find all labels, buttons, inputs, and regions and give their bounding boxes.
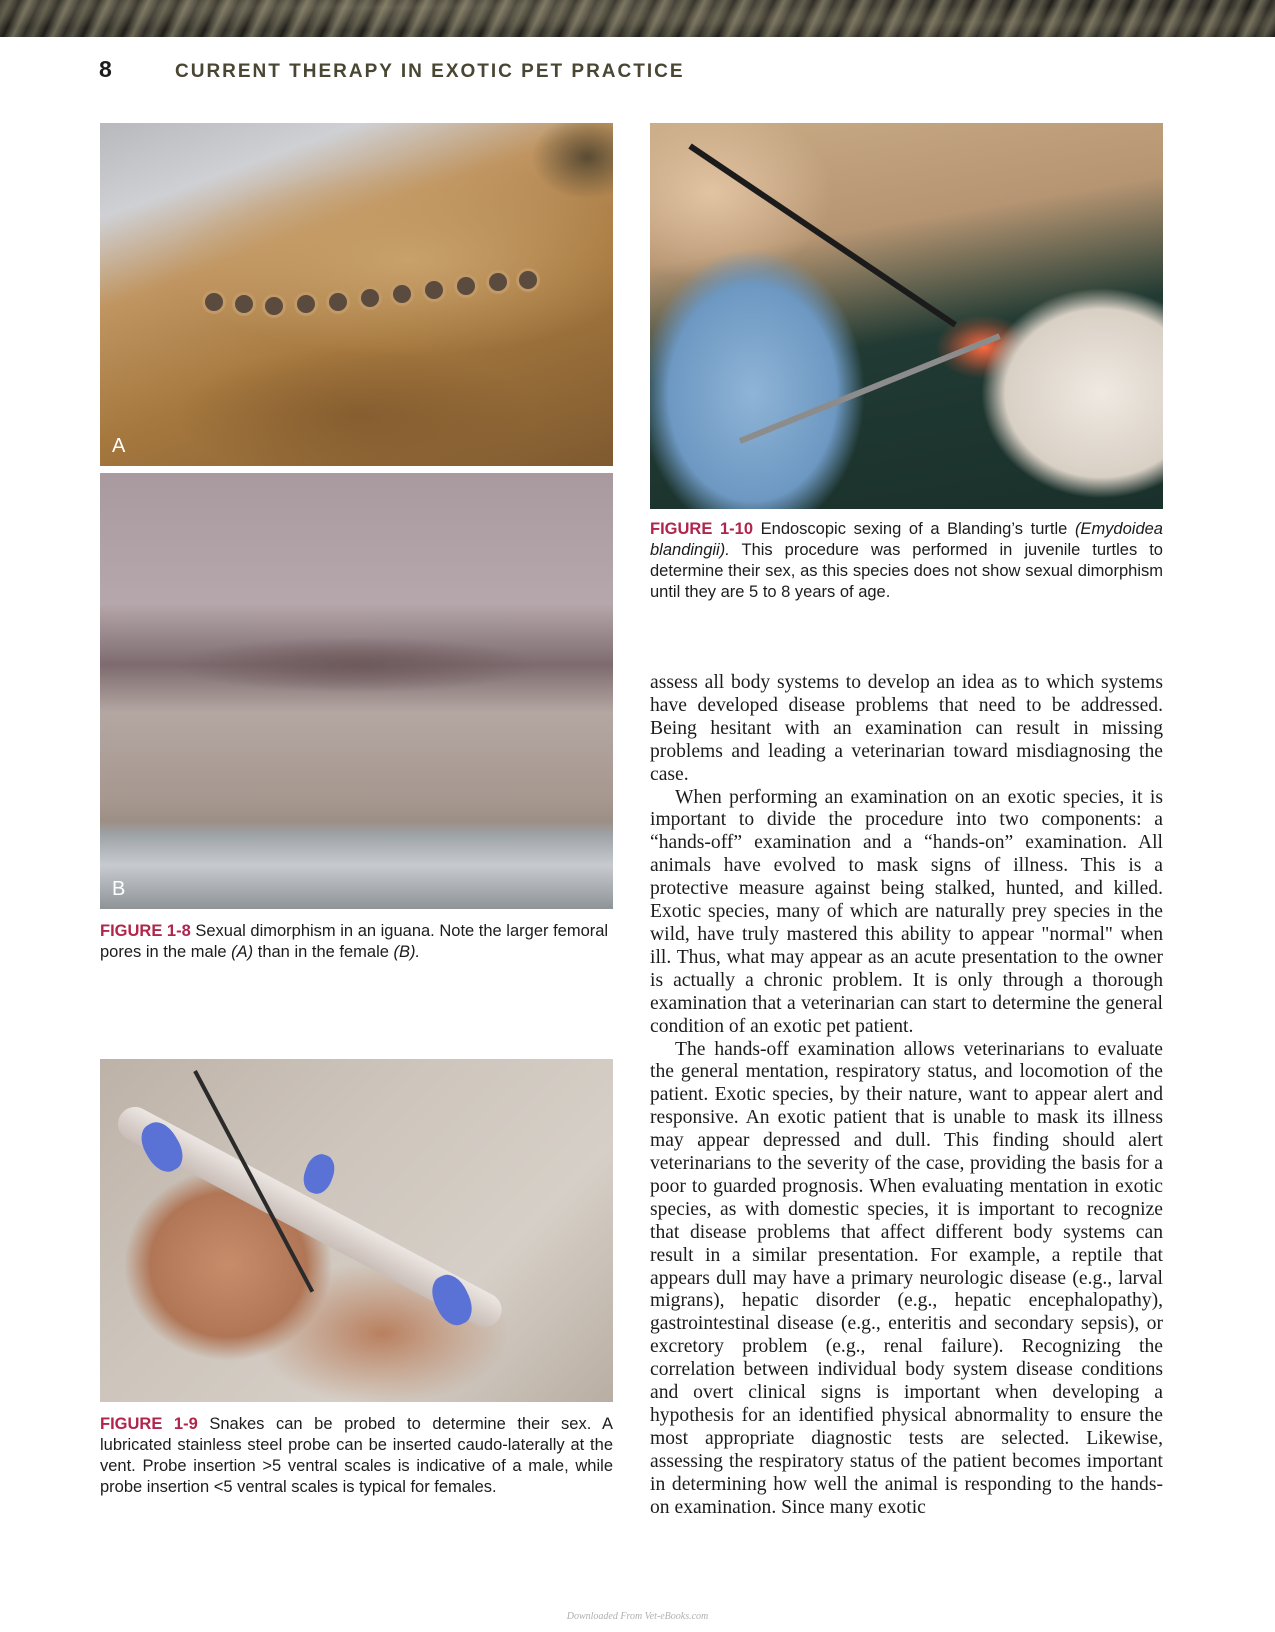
download-watermark: Downloaded From Vet-eBooks.com <box>566 1611 709 1622</box>
figure-1-8-caption-text-2: than in the female <box>253 943 394 961</box>
figure-1-10-caption-text-1: Endoscopic sexing of a Blanding’s turtle <box>760 520 1075 538</box>
figure-1-9-photo <box>100 1059 613 1402</box>
page-number: 8 <box>99 56 112 82</box>
body-paragraph: When performing an examination on an exotic species, it is important to divide the procedure into two components: a “hands-off” examination and a “hands-on” examination. All animals have evolved to mask signs of illness. This is a protective measure against being stalked, hunted, and killed. Exotic species, many of which are naturally prey species in the wild, have truly mastered this ability to appear "normal" when ill. Thus, what may appear as an acute presentation to the owner is actually a chronic problem. It is only through a thorough examination that a veterinarian can start to determine the general condition of an exotic pet patient. <box>650 786 1163 1037</box>
figure-1-9-number: FIGURE 1-9 <box>100 1415 198 1433</box>
body-text-column <box>650 672 1163 1520</box>
header-banner-image <box>0 0 1275 37</box>
figure-1-8-caption <box>100 921 613 963</box>
figure-1-8-photo-b <box>100 473 613 909</box>
figure-1-8-number: FIGURE 1-8 <box>100 922 191 940</box>
figure-1-10-caption <box>650 519 1163 603</box>
figure-1-10-photo <box>650 123 1163 509</box>
figure-1-8-caption-italic-b: (B). <box>393 943 421 961</box>
panel-label-b: B <box>112 878 126 900</box>
femoral-pores <box>205 273 565 313</box>
figure-1-8-caption-text-1: Sexual dimorphism in an iguana. Note the larger femoral pores in the male <box>100 922 609 961</box>
panel-label-a: A <box>112 435 126 457</box>
body-paragraph: assess all body systems to develop an idea as to which systems have developed disease problems that need to be addressed. Being hesitant with an examination can result in missing problems and leading a veterinarian toward misdiagnosing the case. <box>650 672 1163 785</box>
figure-1-9-caption <box>100 1414 613 1498</box>
figure-1-10-caption-text-2: This procedure was performed in juvenile turtles to determine their sex, as this species does not show sexual dimorphism until they are 5 to 8 years of age. <box>650 541 1163 601</box>
figure-1-9-caption-text: Snakes can be probed to determine their sex. A lubricated stainless steel probe can be inserted caudo-laterally at the vent. Probe insertion >5 ventral scales is indicative of a male, while probe insertion <5 ventral scales is typical for females. <box>100 1415 613 1496</box>
figure-1-10-number: FIGURE 1-10 <box>650 520 753 538</box>
figure-1-8-caption-italic-a: (A) <box>231 943 254 961</box>
body-paragraph: The hands-off examination allows veterinarians to evaluate the general mentation, respiratory status, and locomotion of the patient. Exotic species, by their nature, want to appear alert and responsive. An exotic patient that is unable to mask its illness may appear depressed and dull. This finding should alert veterinarians to the severity of the case, providing the basis for a poor to guarded prognosis. When evaluating mentation in exotic species, as with domestic species, it is important to recognize that disease problems that affect different body systems can result in a similar presentation. For example, a reptile that appears dull may have a primary neurologic disease (e.g., larval migrans), hepatic disorder (e.g., hepatic encephalopathy), gastrointestinal disease (e.g., enteritis and secondary sepsis), or excretory problem (e.g., renal failure). Recognizing the correlation between individual body system disease conditions and overt clinical signs is important when developing a hypothesis for an identified physical abnormality to ensure the most appropriate diagnostic tests are selected. Likewise, assessing the respiratory status of the patient becomes important in determining how well the animal is responding to the hands-on examination. Since many exotic <box>650 1038 1163 1518</box>
running-head: CURRENT THERAPY IN EXOTIC PET PRACTICE <box>175 61 685 82</box>
fingernail <box>299 1150 339 1197</box>
figure-1-10-caption-italic: (Emydoidea blandingii). <box>650 520 1163 559</box>
endoscope-forceps <box>688 144 957 328</box>
endoscope-probe <box>739 333 1001 443</box>
figure-1-8-photo-a <box>100 123 613 466</box>
